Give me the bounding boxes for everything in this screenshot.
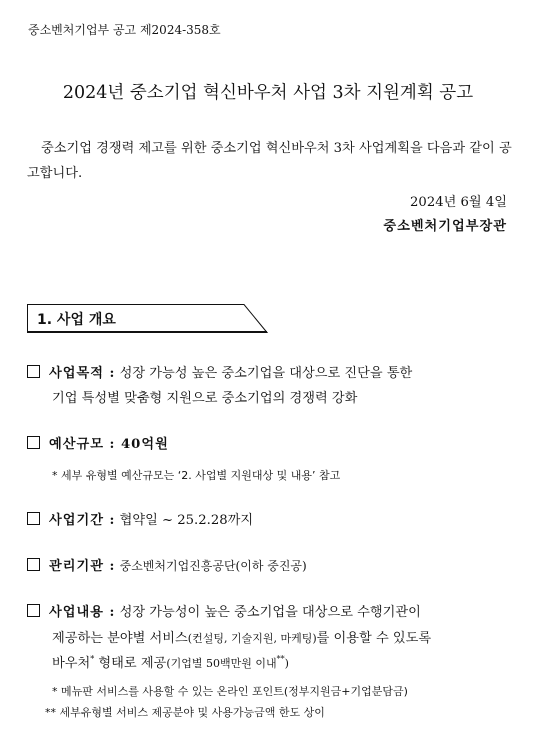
- checkbox-square-icon: [27, 365, 40, 378]
- footnote-mark-2: **: [276, 654, 285, 664]
- section-title: 1. 사업 개요: [37, 312, 116, 328]
- purpose-text-2: 기업 특성별 맞춤형 지원으로 중소기업의 경쟁력 강화: [52, 391, 358, 406]
- checkbox-square-icon: [27, 436, 40, 449]
- item-content: [27, 601, 421, 620]
- content-line-3: [52, 652, 289, 671]
- content-note-1: * 메뉴판 서비스를 사용할 수 있는 온라인 포인트(정부지원금+기업분담금): [52, 685, 408, 698]
- notice-number: 중소벤처기업부 공고 제2024-358호: [28, 23, 221, 37]
- content-label: 사업내용 :: [49, 605, 116, 620]
- period-text: 협약일 ~ 25.2.28까지: [119, 513, 254, 528]
- agency-label: 관리기관 :: [49, 559, 116, 574]
- content-note-2: ** 세부유형별 서비스 제공분야 및 사용가능금액 한도 상이: [45, 706, 325, 719]
- budget-label: 예산규모 : 40억원: [49, 437, 169, 452]
- checkbox-square-icon: [27, 604, 40, 617]
- budget-note: * 세부 유형별 예산규모는 ‘2. 사업별 지원대상 및 내용’ 참고: [52, 469, 341, 482]
- document-title: 2024년 중소기업 혁신바우처 사업 3차 지원계획 공고: [62, 83, 474, 103]
- content-text-3c: 형태로 제공: [94, 656, 167, 671]
- checkbox-square-icon: [27, 558, 40, 571]
- content-text-2b: (컨설팅, 기술지원, 마케팅): [187, 632, 317, 645]
- agency-text: 중소벤처기업진흥공단(이하 중진공): [119, 559, 307, 573]
- period-label: 사업기간 :: [49, 513, 116, 528]
- content-text-1: 성장 가능성이 높은 중소기업을 대상으로 수행기관이: [119, 605, 421, 620]
- issuing-authority: 중소벤처기업부장관: [383, 219, 507, 234]
- purpose-text-1: 성장 가능성 높은 중소기업을 대상으로 진단을 통한: [119, 366, 413, 381]
- intro-paragraph: 중소기업 경쟁력 제고를 위한 중소기업 혁신바우처 3차 사업계획을 다음과 같이 공고합니다.: [27, 141, 512, 181]
- item-period: [27, 509, 253, 528]
- item-purpose: [27, 362, 412, 381]
- footnote-mark-1: *: [90, 654, 95, 664]
- checkbox-square-icon: [27, 512, 40, 525]
- content-text-3f: ): [284, 657, 289, 670]
- section-heading-box: [27, 304, 268, 333]
- item-budget: [27, 433, 169, 452]
- content-text-2c: 를 이용할 수 있도록: [316, 631, 432, 646]
- item-agency: [27, 555, 307, 574]
- content-text-2a: 제공하는 분야별 서비스: [52, 631, 188, 646]
- announcement-date: 2024년 6월 4일: [410, 195, 507, 210]
- purpose-label: 사업목적 :: [49, 366, 116, 381]
- content-text-3a: 바우처: [52, 656, 91, 671]
- content-line-2: [52, 627, 431, 646]
- content-text-3d: (기업별 50백만원 이내: [166, 657, 277, 670]
